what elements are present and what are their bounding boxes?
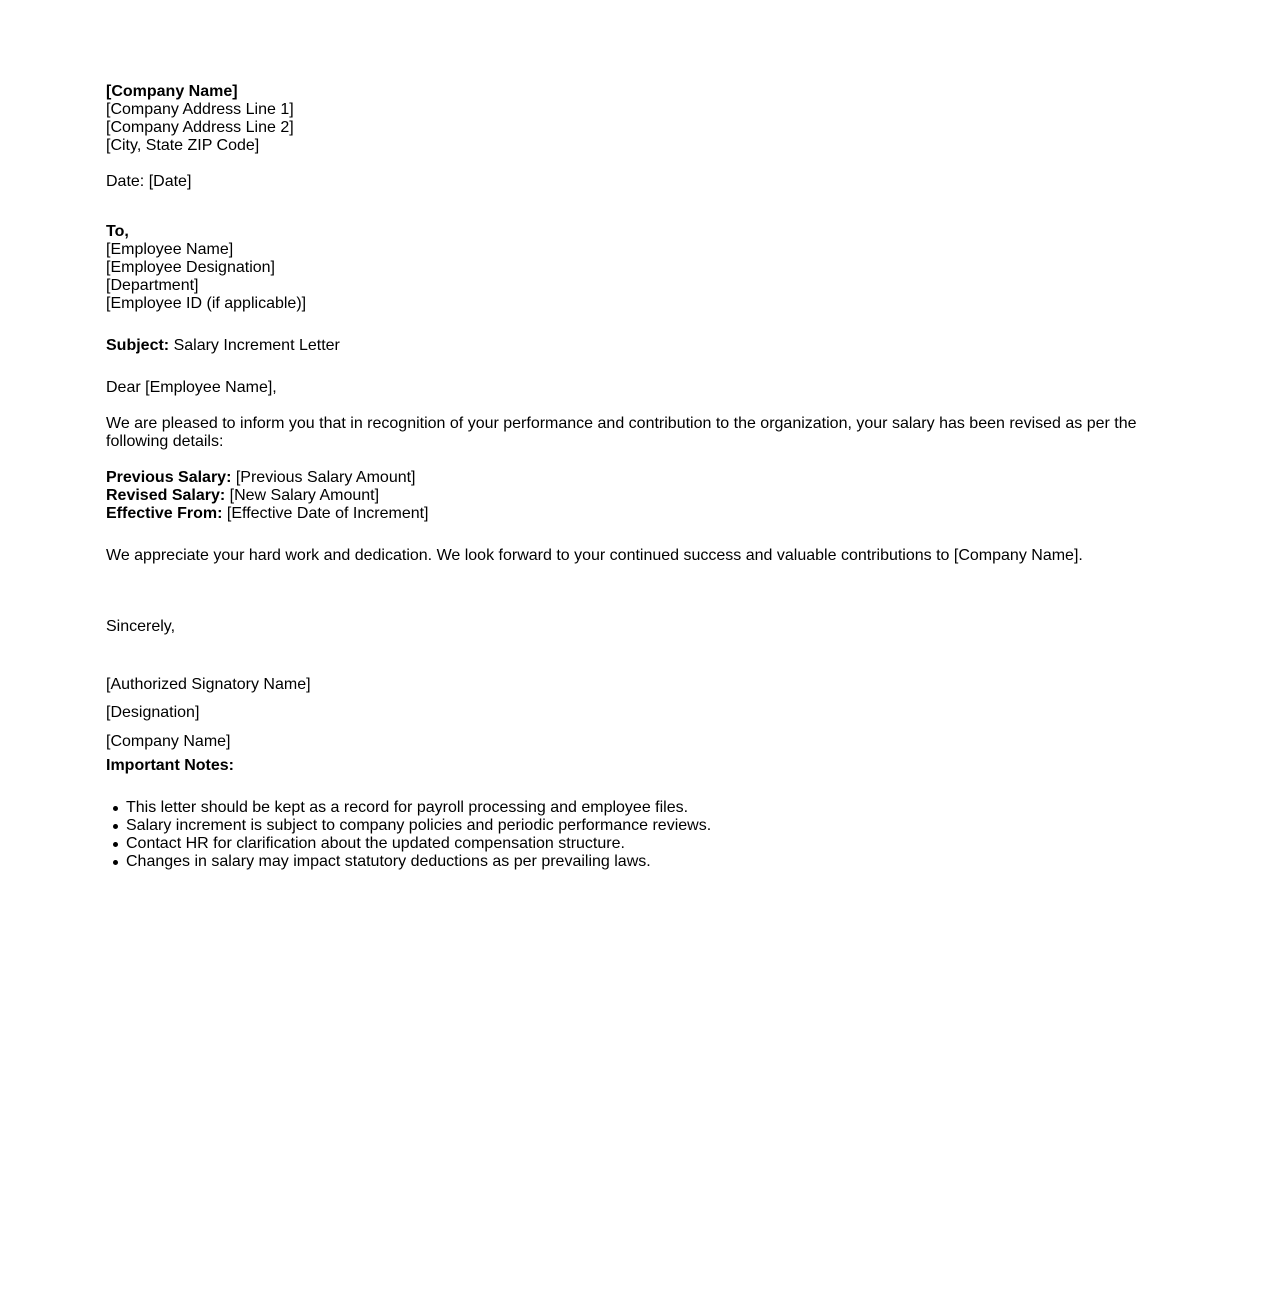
company-city-state-zip: [City, State ZIP Code]: [106, 137, 260, 154]
signature-block: [106, 676, 1166, 751]
detail-row-revised-salary: [106, 487, 1166, 505]
sign-off: Sincerely,: [106, 618, 176, 635]
salary-details: [106, 469, 1166, 523]
subject-line: [106, 337, 1166, 355]
company-name: [Company Name]: [106, 83, 238, 100]
list-item: This letter should be kept as a record for payroll processing and employee files.: [126, 799, 1166, 817]
date-label: Date:: [106, 173, 145, 190]
subject-label: Subject:: [106, 337, 170, 354]
detail-row-previous-salary: [106, 469, 1166, 487]
detail-row-effective-from: [106, 505, 1166, 523]
list-item: Salary increment is subject to company policies and periodic performance reviews.: [126, 817, 1166, 835]
intro-paragraph: We are pleased to inform you that in recognition of your performance and contribution to the organization, your salary has been revised as per the following details:: [106, 415, 1137, 450]
signatory-designation: [Designation]: [106, 704, 200, 721]
employee-name: [Employee Name]: [106, 241, 234, 258]
employee-id: [Employee ID (if applicable)]: [106, 295, 307, 312]
to-label: To,: [106, 223, 129, 240]
closing-paragraph: We appreciate your hard work and dedication. We look forward to your continued success and valuable contributions to [Company Name].: [106, 547, 1083, 564]
letter-document: [106, 83, 1166, 871]
list-item: Changes in salary may impact statutory deductions as per prevailing laws.: [126, 853, 1166, 871]
detail-value: [Effective Date of Increment]: [226, 505, 429, 522]
detail-label: Revised Salary:: [106, 487, 226, 504]
important-notes-list: [106, 799, 1166, 871]
signatory-name: [Authorized Signatory Name]: [106, 676, 311, 693]
employee-department: [Department]: [106, 277, 199, 294]
subject-value: Salary Increment Letter: [173, 337, 340, 354]
signatory-company-name: [Company Name]: [106, 733, 231, 750]
detail-label: Effective From:: [106, 505, 223, 522]
letter-date: [106, 173, 1166, 191]
date-value: [Date]: [148, 173, 192, 190]
company-address-line-1: [Company Address Line 1]: [106, 101, 294, 118]
company-header: [106, 83, 1166, 155]
important-notes-heading: Important Notes:: [106, 757, 234, 774]
detail-value: [Previous Salary Amount]: [235, 469, 416, 486]
detail-label: Previous Salary:: [106, 469, 232, 486]
salutation: Dear [Employee Name],: [106, 379, 277, 396]
company-address-line-2: [Company Address Line 2]: [106, 119, 294, 136]
recipient-block: [106, 223, 1166, 313]
employee-designation: [Employee Designation]: [106, 259, 275, 276]
detail-value: [New Salary Amount]: [229, 487, 380, 504]
list-item: Contact HR for clarification about the updated compensation structure.: [126, 835, 1166, 853]
